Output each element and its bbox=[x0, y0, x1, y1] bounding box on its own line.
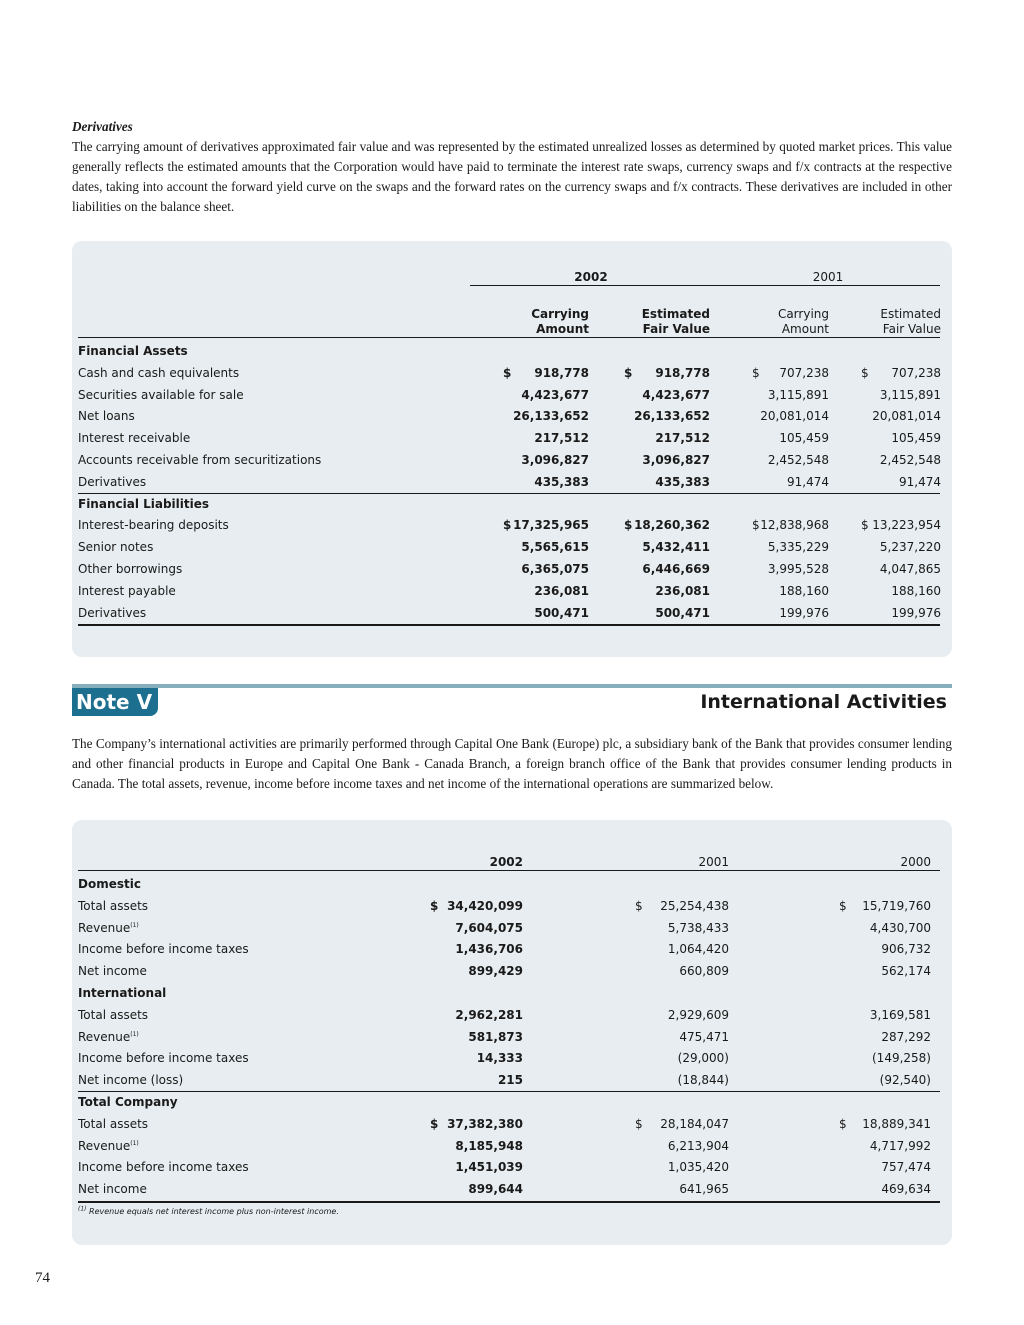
table-row-label: Net loans bbox=[78, 409, 135, 424]
table-cell: 918,778 bbox=[534, 365, 589, 380]
table-row-label: Interest-bearing deposits bbox=[78, 518, 229, 533]
column-header: Carrying bbox=[777, 307, 829, 321]
table-cell: 105,459 bbox=[891, 431, 941, 446]
table-cell: 26,133,652 bbox=[513, 409, 589, 424]
footnote-text: Revenue equals net interest income plus non-interest income. bbox=[86, 1207, 339, 1216]
row-label-text: Revenue bbox=[78, 920, 131, 935]
column-header: Estimated bbox=[641, 307, 710, 321]
table-cell: 37,382,380 bbox=[447, 1116, 523, 1131]
table-cell: 500,471 bbox=[534, 605, 589, 620]
table-cell: 707,238 bbox=[779, 365, 829, 380]
table-cell: 217,512 bbox=[534, 431, 589, 446]
table-cell: 1,451,039 bbox=[455, 1160, 523, 1175]
derivatives-section bbox=[72, 117, 952, 217]
table-cell: (29,000) bbox=[677, 1051, 729, 1066]
column-header: Fair Value bbox=[642, 322, 710, 336]
table-cell: 3,115,891 bbox=[879, 387, 941, 402]
table-cell: 20,081,014 bbox=[760, 409, 829, 424]
table-row-label bbox=[78, 1117, 148, 1131]
table-cell: 20,081,014 bbox=[872, 409, 941, 424]
table-cell: 25,254,438 bbox=[660, 898, 729, 913]
table-row-label: Derivatives bbox=[78, 605, 147, 620]
year-header: 2001 bbox=[698, 855, 729, 869]
note-label-tab bbox=[72, 688, 158, 716]
table-row-label: Derivatives bbox=[78, 474, 147, 489]
row-label-text: Income before income taxes bbox=[78, 942, 249, 957]
currency-symbol: $ bbox=[861, 365, 869, 380]
year-header-rule bbox=[78, 870, 940, 871]
table-cell: 6,446,669 bbox=[642, 562, 710, 576]
footnote bbox=[78, 1207, 339, 1216]
table-row-label bbox=[78, 1051, 249, 1065]
table-cell: 435,383 bbox=[655, 474, 710, 489]
table-cell: 236,081 bbox=[655, 583, 710, 598]
table-row-label bbox=[78, 899, 148, 913]
table-cell: 91,474 bbox=[899, 474, 941, 489]
table-row-label bbox=[78, 1030, 139, 1044]
table-cell: 906,732 bbox=[881, 942, 931, 957]
currency-symbol: $ bbox=[430, 898, 439, 913]
table-row-label: Securities available for sale bbox=[78, 387, 244, 402]
table-cell: 469,634 bbox=[881, 1182, 931, 1197]
table-cell: 3,115,891 bbox=[767, 387, 829, 402]
table-cell: 475,471 bbox=[679, 1029, 729, 1044]
table-cell: 562,174 bbox=[881, 964, 931, 979]
table-cell: 757,474 bbox=[881, 1160, 931, 1175]
table-cell: 26,133,652 bbox=[634, 409, 710, 424]
column-header-rule bbox=[78, 337, 940, 338]
table-cell: 15,719,760 bbox=[862, 898, 931, 913]
table-cell: 12,838,968 bbox=[760, 518, 829, 533]
table-row-label bbox=[78, 942, 249, 956]
table-cell: 18,889,341 bbox=[862, 1116, 931, 1131]
table-cell: 199,976 bbox=[891, 605, 941, 620]
column-header: Amount bbox=[536, 322, 589, 336]
currency-symbol: $ bbox=[752, 518, 760, 533]
table-cell: 2,929,609 bbox=[667, 1007, 729, 1022]
currency-symbol: $ bbox=[861, 518, 869, 533]
table-cell: 217,512 bbox=[655, 431, 710, 446]
currency-symbol: $ bbox=[503, 365, 512, 380]
row-label-text: Total assets bbox=[78, 898, 149, 913]
table-cell: 500,471 bbox=[655, 605, 710, 620]
table-cell: 8,185,948 bbox=[455, 1138, 523, 1153]
column-header: Amount bbox=[781, 322, 829, 336]
table-cell: 6,365,075 bbox=[521, 562, 589, 576]
table-row-label bbox=[78, 964, 147, 978]
table-cell: 18,260,362 bbox=[634, 518, 710, 533]
table-cell: 13,223,954 bbox=[872, 518, 941, 533]
table-cell: 5,335,229 bbox=[767, 540, 829, 555]
footnote-marker: (1) bbox=[130, 1139, 139, 1147]
note-paragraph: The Company’s international activities are primarily performed through Capital One Bank (Europe) plc, a subsidiary bank of the Bank that provides consumer lending and other financial products in Europe and Capital One Bank - Canada Branch, a foreign branch office of the Bank that provides consumer lending products in Canada. The total assets, revenue, income before income taxes and net income of the international operations are summarized below. bbox=[72, 736, 952, 791]
table-cell: 3,995,528 bbox=[767, 562, 829, 576]
section-title: Financial Liabilities bbox=[78, 496, 210, 511]
currency-symbol: $ bbox=[839, 1116, 847, 1131]
section-rule bbox=[78, 1091, 940, 1092]
year-header: 2000 bbox=[900, 855, 931, 869]
table-cell: 7,604,075 bbox=[455, 920, 523, 935]
table-row-label bbox=[78, 1139, 139, 1153]
section-rule bbox=[78, 493, 940, 494]
table-cell: 17,325,965 bbox=[513, 518, 589, 533]
column-header: Carrying bbox=[531, 307, 589, 321]
year-header: 2002 bbox=[489, 855, 523, 869]
table-cell: 435,383 bbox=[534, 474, 589, 489]
row-label-text: Net income bbox=[78, 964, 147, 979]
table-cell: 5,432,411 bbox=[642, 540, 710, 555]
currency-symbol: $ bbox=[635, 1116, 643, 1131]
table-cell: 4,423,677 bbox=[642, 387, 710, 402]
table-cell: 2,452,548 bbox=[879, 453, 941, 467]
table-cell: 707,238 bbox=[891, 365, 941, 380]
table-cell: 581,873 bbox=[468, 1029, 523, 1044]
table-cell: 199,976 bbox=[779, 605, 829, 620]
column-header: Estimated bbox=[880, 307, 941, 321]
row-label-text: Total assets bbox=[78, 1116, 149, 1131]
table-cell: (149,258) bbox=[872, 1051, 931, 1066]
page-number: 74 bbox=[35, 1270, 50, 1286]
note-header-rule bbox=[72, 684, 952, 688]
table-cell: 5,237,220 bbox=[879, 540, 941, 555]
table-bottom-rule bbox=[78, 624, 940, 626]
table-row-label bbox=[78, 1073, 183, 1087]
table-cell: 236,081 bbox=[534, 583, 589, 598]
table-cell: 3,096,827 bbox=[642, 453, 710, 467]
section-title: Domestic bbox=[78, 877, 141, 891]
row-label-text: Total assets bbox=[78, 1007, 149, 1022]
table-cell: (92,540) bbox=[879, 1073, 931, 1088]
section-title: International bbox=[78, 986, 167, 1000]
table-cell: 188,160 bbox=[891, 583, 941, 598]
table-bottom-rule bbox=[78, 1201, 940, 1203]
table-row-label bbox=[78, 921, 139, 935]
table-cell: 28,184,047 bbox=[660, 1116, 729, 1131]
table-cell: 4,423,677 bbox=[521, 387, 589, 402]
derivatives-heading: Derivatives bbox=[72, 119, 133, 134]
table-cell: 899,429 bbox=[468, 964, 523, 979]
footnote-marker: (1) bbox=[78, 1205, 87, 1213]
table-cell: 1,064,420 bbox=[667, 942, 729, 957]
table-row-label: Other borrowings bbox=[78, 562, 183, 576]
currency-symbol: $ bbox=[624, 518, 633, 533]
row-label-text: Revenue bbox=[78, 1029, 131, 1044]
table-cell: 2,962,281 bbox=[455, 1007, 523, 1022]
footnote-marker: (1) bbox=[130, 1030, 139, 1038]
currency-symbol: $ bbox=[503, 518, 512, 533]
table-cell: 1,035,420 bbox=[667, 1160, 729, 1175]
year-2001-header: 2001 bbox=[812, 270, 844, 284]
currency-symbol: $ bbox=[430, 1116, 439, 1131]
table-row-label bbox=[78, 1182, 147, 1196]
table-cell: (18,844) bbox=[677, 1073, 729, 1088]
footnote-marker: (1) bbox=[130, 921, 139, 929]
table-cell: 215 bbox=[497, 1073, 523, 1088]
table-row-label: Interest receivable bbox=[78, 431, 191, 446]
derivatives-paragraph: The carrying amount of derivatives approximated fair value and was represented by the estimated unrealized losses as determined by quoted market prices. This value generally reflects the estimated amounts that the Corporation would have paid to terminate the interest rate swaps, currency swaps and f/x contracts at the respective dates, taking into account the forward yield curve on the swaps and the forward rates on the currency swaps and f/x contracts. These derivatives are included in other liabilities on the balance sheet. bbox=[72, 139, 952, 214]
row-label-text: Net income (loss) bbox=[78, 1073, 184, 1088]
table-cell: 287,292 bbox=[881, 1029, 931, 1044]
table-row-label: Senior notes bbox=[78, 540, 154, 555]
table-row-label: Accounts receivable from securitizations bbox=[78, 453, 322, 467]
table-cell: 188,160 bbox=[779, 583, 829, 598]
note-label: Note V bbox=[76, 690, 153, 714]
year-2002-header: 2002 bbox=[574, 270, 608, 284]
currency-symbol: $ bbox=[752, 365, 760, 380]
table-cell: 105,459 bbox=[779, 431, 829, 446]
table-cell: 4,047,865 bbox=[879, 562, 941, 576]
table-cell: 34,420,099 bbox=[447, 898, 523, 913]
table-row-label: Cash and cash equivalents bbox=[78, 365, 240, 380]
table-cell: 14,333 bbox=[476, 1051, 523, 1066]
table-cell: 91,474 bbox=[787, 474, 829, 489]
table-cell: 3,169,581 bbox=[869, 1007, 931, 1022]
table-cell: 1,436,706 bbox=[455, 942, 523, 957]
section-title: Total Company bbox=[78, 1095, 178, 1109]
row-label-text: Net income bbox=[78, 1182, 147, 1197]
table-row-label: Interest payable bbox=[78, 583, 176, 598]
table-row-label bbox=[78, 1008, 148, 1022]
currency-symbol: $ bbox=[635, 898, 643, 913]
table-cell: 5,738,433 bbox=[667, 920, 729, 935]
row-label-text: Income before income taxes bbox=[78, 1160, 249, 1175]
table-cell: 4,717,992 bbox=[869, 1138, 931, 1153]
table-cell: 660,809 bbox=[679, 964, 729, 979]
table-cell: 918,778 bbox=[655, 365, 710, 380]
currency-symbol: $ bbox=[624, 365, 633, 380]
section-title: Financial Assets bbox=[78, 344, 188, 358]
note-title: International Activities bbox=[700, 691, 947, 713]
table-cell: 6,213,904 bbox=[667, 1138, 729, 1153]
year-header-rule bbox=[470, 285, 940, 286]
row-label-text: Revenue bbox=[78, 1138, 131, 1153]
table-cell: 899,644 bbox=[468, 1182, 523, 1197]
currency-symbol: $ bbox=[839, 898, 847, 913]
table-cell: 5,565,615 bbox=[521, 540, 589, 555]
table-cell: 3,096,827 bbox=[521, 453, 589, 467]
column-header: Fair Value bbox=[882, 322, 941, 336]
table-cell: 2,452,548 bbox=[767, 453, 829, 467]
table-cell: 641,965 bbox=[679, 1182, 729, 1197]
table-cell: 4,430,700 bbox=[869, 920, 931, 935]
table-row-label bbox=[78, 1160, 249, 1174]
row-label-text: Income before income taxes bbox=[78, 1051, 249, 1066]
